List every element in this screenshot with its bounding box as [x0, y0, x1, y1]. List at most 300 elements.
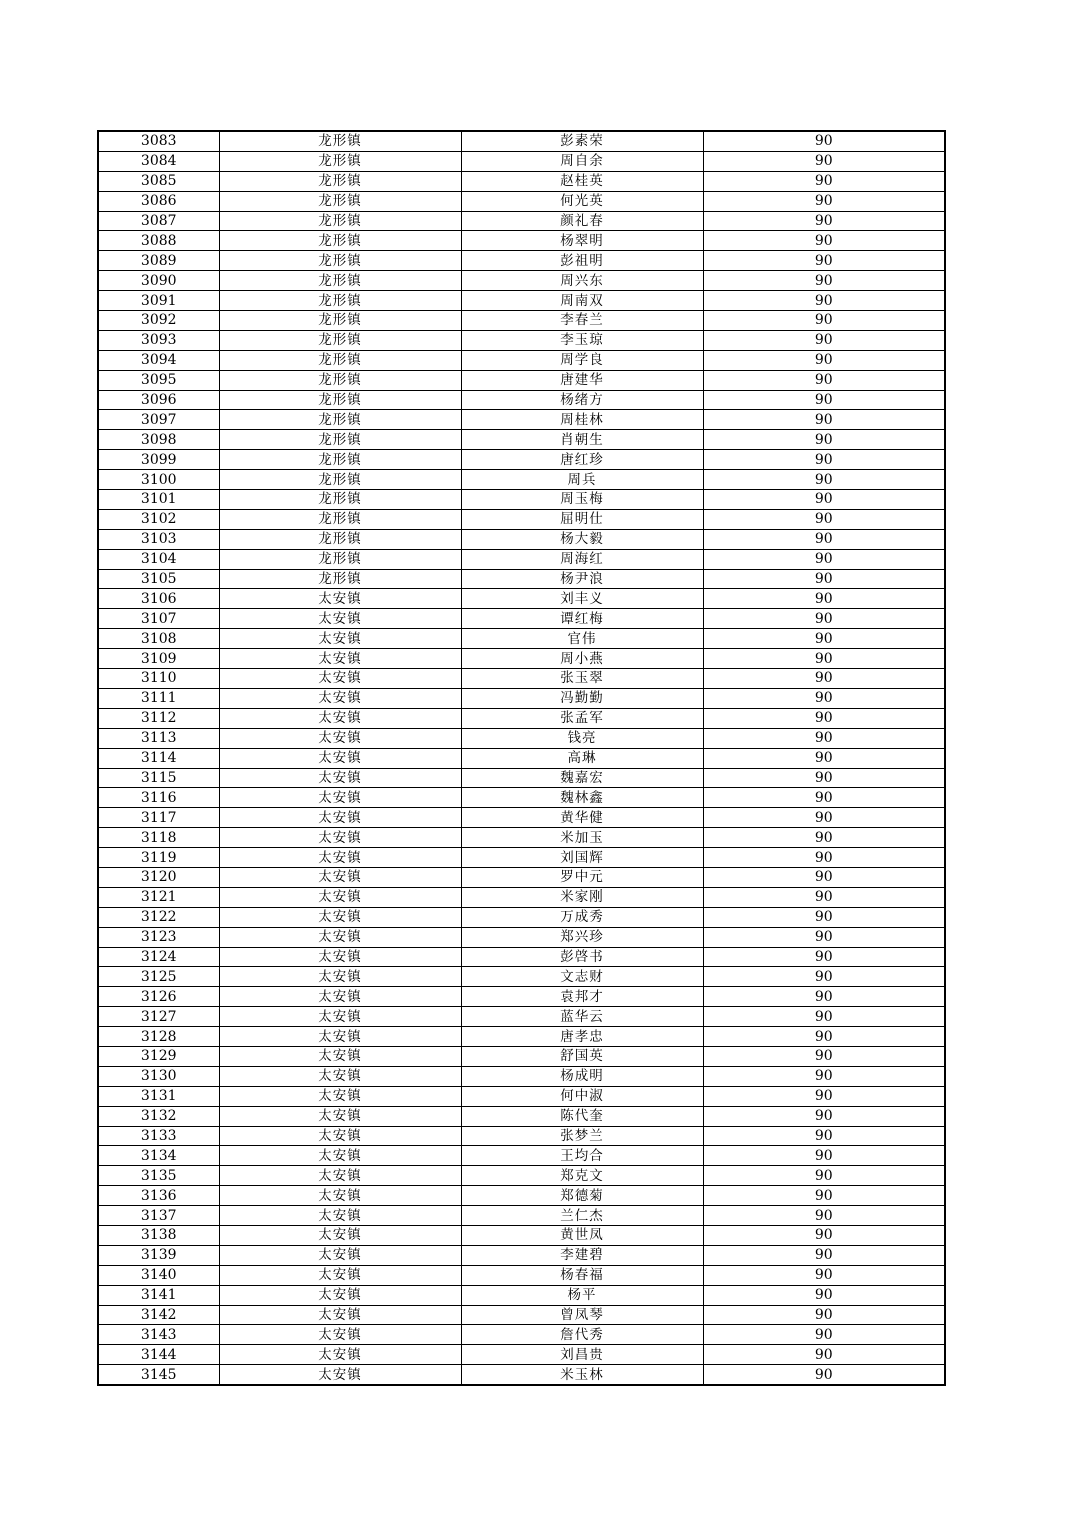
score-cell: 90 [703, 1066, 945, 1086]
score-cell: 90 [703, 569, 945, 589]
row-number-cell: 3112 [98, 708, 219, 728]
row-number-cell: 3132 [98, 1106, 219, 1126]
table-row [98, 350, 945, 370]
score-cell: 90 [703, 848, 945, 868]
town-cell: 太安镇 [219, 828, 461, 848]
person-name-cell: 罗中元 [461, 867, 703, 887]
table-row [98, 1027, 945, 1047]
row-number-cell: 3123 [98, 927, 219, 947]
person-name-cell: 周自余 [461, 151, 703, 171]
table-row [98, 1245, 945, 1265]
score-cell: 90 [703, 1186, 945, 1206]
score-cell: 90 [703, 211, 945, 231]
town-cell: 龙形镇 [219, 370, 461, 390]
row-number-cell: 3127 [98, 1007, 219, 1027]
score-cell: 90 [703, 291, 945, 311]
table-row [98, 151, 945, 171]
score-cell: 90 [703, 907, 945, 927]
row-number-cell: 3111 [98, 688, 219, 708]
row-number-cell: 3091 [98, 291, 219, 311]
row-number-cell: 3107 [98, 609, 219, 629]
person-name-cell: 郑德菊 [461, 1186, 703, 1206]
table-row [98, 688, 945, 708]
row-number-cell: 3135 [98, 1166, 219, 1186]
row-number-cell: 3118 [98, 828, 219, 848]
row-number-cell: 3139 [98, 1245, 219, 1265]
person-name-cell: 米玉林 [461, 1365, 703, 1385]
score-cell: 90 [703, 370, 945, 390]
row-number-cell: 3105 [98, 569, 219, 589]
town-cell: 龙形镇 [219, 470, 461, 490]
table-row [98, 708, 945, 728]
person-name-cell: 周兴东 [461, 271, 703, 291]
row-number-cell: 3129 [98, 1046, 219, 1066]
score-cell: 90 [703, 1345, 945, 1365]
person-name-cell: 谭红梅 [461, 609, 703, 629]
row-number-cell: 3114 [98, 748, 219, 768]
person-name-cell: 刘昌贵 [461, 1345, 703, 1365]
town-cell: 龙形镇 [219, 151, 461, 171]
row-number-cell: 3108 [98, 629, 219, 649]
row-number-cell: 3138 [98, 1225, 219, 1245]
score-cell: 90 [703, 330, 945, 350]
person-name-cell: 刘国辉 [461, 848, 703, 868]
score-cell: 90 [703, 131, 945, 151]
town-cell: 太安镇 [219, 1126, 461, 1146]
person-name-cell: 兰仁杰 [461, 1206, 703, 1226]
table-row [98, 211, 945, 231]
score-cell: 90 [703, 509, 945, 529]
person-name-cell: 周南双 [461, 291, 703, 311]
person-name-cell: 詹代秀 [461, 1325, 703, 1345]
row-number-cell: 3097 [98, 410, 219, 430]
score-cell: 90 [703, 947, 945, 967]
score-cell: 90 [703, 1166, 945, 1186]
person-name-cell: 王均合 [461, 1146, 703, 1166]
row-number-cell: 3109 [98, 649, 219, 669]
score-cell: 90 [703, 629, 945, 649]
score-cell: 90 [703, 1206, 945, 1226]
town-cell: 太安镇 [219, 1007, 461, 1027]
town-cell: 龙形镇 [219, 231, 461, 251]
person-name-cell: 何中淑 [461, 1086, 703, 1106]
town-cell: 太安镇 [219, 808, 461, 828]
row-number-cell: 3103 [98, 529, 219, 549]
table-row [98, 828, 945, 848]
person-name-cell: 杨平 [461, 1285, 703, 1305]
town-cell: 太安镇 [219, 1245, 461, 1265]
person-name-cell: 郑兴珍 [461, 927, 703, 947]
row-number-cell: 3101 [98, 490, 219, 510]
row-number-cell: 3102 [98, 509, 219, 529]
person-name-cell: 周海红 [461, 549, 703, 569]
person-name-cell: 高琳 [461, 748, 703, 768]
table-row [98, 370, 945, 390]
row-number-cell: 3117 [98, 808, 219, 828]
table-row [98, 1265, 945, 1285]
score-cell: 90 [703, 708, 945, 728]
row-number-cell: 3128 [98, 1027, 219, 1047]
score-cell: 90 [703, 1007, 945, 1027]
town-cell: 太安镇 [219, 1166, 461, 1186]
person-name-cell: 张孟军 [461, 708, 703, 728]
table-row [98, 867, 945, 887]
score-cell: 90 [703, 788, 945, 808]
row-number-cell: 3140 [98, 1265, 219, 1285]
table-row [98, 1225, 945, 1245]
row-number-cell: 3113 [98, 728, 219, 748]
score-cell: 90 [703, 1305, 945, 1325]
person-name-cell: 周兵 [461, 470, 703, 490]
score-cell: 90 [703, 987, 945, 1007]
table-row [98, 1345, 945, 1365]
town-cell: 太安镇 [219, 1206, 461, 1226]
town-cell: 龙形镇 [219, 549, 461, 569]
town-cell: 太安镇 [219, 848, 461, 868]
town-cell: 太安镇 [219, 1225, 461, 1245]
row-number-cell: 3092 [98, 311, 219, 331]
table-row [98, 927, 945, 947]
row-number-cell: 3106 [98, 589, 219, 609]
table-row [98, 390, 945, 410]
table-row [98, 768, 945, 788]
row-number-cell: 3133 [98, 1126, 219, 1146]
town-cell: 太安镇 [219, 907, 461, 927]
row-number-cell: 3099 [98, 450, 219, 470]
person-name-cell: 赵桂英 [461, 171, 703, 191]
row-number-cell: 3124 [98, 947, 219, 967]
town-cell: 太安镇 [219, 1285, 461, 1305]
score-cell: 90 [703, 231, 945, 251]
table-row [98, 509, 945, 529]
town-cell: 龙形镇 [219, 350, 461, 370]
row-number-cell: 3095 [98, 370, 219, 390]
score-cell: 90 [703, 589, 945, 609]
table-row [98, 191, 945, 211]
table-row [98, 808, 945, 828]
row-number-cell: 3085 [98, 171, 219, 191]
person-name-cell: 唐建华 [461, 370, 703, 390]
table-row [98, 1126, 945, 1146]
person-name-cell: 官伟 [461, 629, 703, 649]
table-row [98, 947, 945, 967]
roster-table-body [98, 131, 945, 1385]
score-cell: 90 [703, 350, 945, 370]
town-cell: 太安镇 [219, 967, 461, 987]
table-row [98, 330, 945, 350]
person-name-cell: 李春兰 [461, 311, 703, 331]
town-cell: 太安镇 [219, 1146, 461, 1166]
town-cell: 太安镇 [219, 708, 461, 728]
town-cell: 太安镇 [219, 1066, 461, 1086]
row-number-cell: 3141 [98, 1285, 219, 1305]
row-number-cell: 3115 [98, 768, 219, 788]
person-name-cell: 张玉翠 [461, 669, 703, 689]
person-name-cell: 黄华健 [461, 808, 703, 828]
score-cell: 90 [703, 1106, 945, 1126]
person-name-cell: 张梦兰 [461, 1126, 703, 1146]
table-row [98, 1086, 945, 1106]
score-cell: 90 [703, 927, 945, 947]
row-number-cell: 3116 [98, 788, 219, 808]
table-row [98, 549, 945, 569]
town-cell: 太安镇 [219, 768, 461, 788]
score-cell: 90 [703, 251, 945, 271]
person-name-cell: 陈代奎 [461, 1106, 703, 1126]
town-cell: 太安镇 [219, 1345, 461, 1365]
person-name-cell: 杨绪方 [461, 390, 703, 410]
score-cell: 90 [703, 470, 945, 490]
town-cell: 龙形镇 [219, 490, 461, 510]
score-cell: 90 [703, 171, 945, 191]
score-cell: 90 [703, 669, 945, 689]
table-row [98, 728, 945, 748]
score-cell: 90 [703, 529, 945, 549]
table-row [98, 1106, 945, 1126]
row-number-cell: 3084 [98, 151, 219, 171]
row-number-cell: 3089 [98, 251, 219, 271]
town-cell: 太安镇 [219, 987, 461, 1007]
table-row [98, 848, 945, 868]
table-row [98, 231, 945, 251]
table-row [98, 490, 945, 510]
town-cell: 龙形镇 [219, 211, 461, 231]
row-number-cell: 3087 [98, 211, 219, 231]
table-row [98, 430, 945, 450]
row-number-cell: 3142 [98, 1305, 219, 1325]
table-row [98, 1206, 945, 1226]
town-cell: 龙形镇 [219, 291, 461, 311]
person-name-cell: 万成秀 [461, 907, 703, 927]
town-cell: 太安镇 [219, 1325, 461, 1345]
score-cell: 90 [703, 311, 945, 331]
table-row [98, 1166, 945, 1186]
person-name-cell: 钱亮 [461, 728, 703, 748]
score-cell: 90 [703, 748, 945, 768]
score-cell: 90 [703, 1146, 945, 1166]
person-name-cell: 周桂林 [461, 410, 703, 430]
table-row [98, 967, 945, 987]
person-name-cell: 彭素荣 [461, 131, 703, 151]
person-name-cell: 唐红珍 [461, 450, 703, 470]
person-name-cell: 杨大毅 [461, 529, 703, 549]
table-row [98, 649, 945, 669]
table-row [98, 470, 945, 490]
person-name-cell: 颜礼春 [461, 211, 703, 231]
person-name-cell: 魏林鑫 [461, 788, 703, 808]
table-row [98, 311, 945, 331]
town-cell: 太安镇 [219, 1305, 461, 1325]
roster-table [97, 130, 946, 1386]
person-name-cell: 蓝华云 [461, 1007, 703, 1027]
score-cell: 90 [703, 1046, 945, 1066]
table-row [98, 887, 945, 907]
row-number-cell: 3120 [98, 867, 219, 887]
town-cell: 太安镇 [219, 1186, 461, 1206]
table-row [98, 1325, 945, 1345]
score-cell: 90 [703, 828, 945, 848]
score-cell: 90 [703, 688, 945, 708]
table-row [98, 1305, 945, 1325]
table-row [98, 907, 945, 927]
town-cell: 龙形镇 [219, 529, 461, 549]
row-number-cell: 3086 [98, 191, 219, 211]
score-cell: 90 [703, 490, 945, 510]
table-row [98, 529, 945, 549]
town-cell: 太安镇 [219, 1265, 461, 1285]
person-name-cell: 杨成明 [461, 1066, 703, 1086]
score-cell: 90 [703, 151, 945, 171]
score-cell: 90 [703, 410, 945, 430]
town-cell: 龙形镇 [219, 410, 461, 430]
person-name-cell: 文志财 [461, 967, 703, 987]
town-cell: 龙形镇 [219, 131, 461, 151]
table-row [98, 569, 945, 589]
person-name-cell: 魏嘉宏 [461, 768, 703, 788]
row-number-cell: 3144 [98, 1345, 219, 1365]
table-row [98, 987, 945, 1007]
person-name-cell: 李建碧 [461, 1245, 703, 1265]
score-cell: 90 [703, 430, 945, 450]
table-row [98, 171, 945, 191]
person-name-cell: 杨翠明 [461, 231, 703, 251]
person-name-cell: 周学良 [461, 350, 703, 370]
table-row [98, 669, 945, 689]
row-number-cell: 3090 [98, 271, 219, 291]
score-cell: 90 [703, 390, 945, 410]
person-name-cell: 舒国英 [461, 1046, 703, 1066]
town-cell: 龙形镇 [219, 430, 461, 450]
person-name-cell: 冯勤勤 [461, 688, 703, 708]
town-cell: 太安镇 [219, 629, 461, 649]
score-cell: 90 [703, 609, 945, 629]
row-number-cell: 3136 [98, 1186, 219, 1206]
town-cell: 太安镇 [219, 669, 461, 689]
table-row [98, 1186, 945, 1206]
table-row [98, 1365, 945, 1385]
town-cell: 龙形镇 [219, 191, 461, 211]
table-row [98, 1046, 945, 1066]
row-number-cell: 3134 [98, 1146, 219, 1166]
person-name-cell: 袁邦才 [461, 987, 703, 1007]
town-cell: 太安镇 [219, 1027, 461, 1047]
score-cell: 90 [703, 1245, 945, 1265]
score-cell: 90 [703, 768, 945, 788]
person-name-cell: 米加玉 [461, 828, 703, 848]
town-cell: 龙形镇 [219, 450, 461, 470]
person-name-cell: 杨尹浪 [461, 569, 703, 589]
score-cell: 90 [703, 549, 945, 569]
row-number-cell: 3125 [98, 967, 219, 987]
score-cell: 90 [703, 1365, 945, 1385]
table-row [98, 410, 945, 430]
score-cell: 90 [703, 967, 945, 987]
person-name-cell: 彭祖明 [461, 251, 703, 271]
town-cell: 龙形镇 [219, 171, 461, 191]
table-row [98, 1146, 945, 1166]
table-row [98, 271, 945, 291]
town-cell: 太安镇 [219, 748, 461, 768]
table-row [98, 788, 945, 808]
town-cell: 太安镇 [219, 688, 461, 708]
person-name-cell: 刘丰义 [461, 589, 703, 609]
table-row [98, 748, 945, 768]
person-name-cell: 周玉梅 [461, 490, 703, 510]
person-name-cell: 李玉琼 [461, 330, 703, 350]
score-cell: 90 [703, 1027, 945, 1047]
table-row [98, 1066, 945, 1086]
score-cell: 90 [703, 1265, 945, 1285]
town-cell: 龙形镇 [219, 390, 461, 410]
town-cell: 龙形镇 [219, 251, 461, 271]
town-cell: 太安镇 [219, 947, 461, 967]
town-cell: 太安镇 [219, 649, 461, 669]
score-cell: 90 [703, 1325, 945, 1345]
person-name-cell: 彭啓书 [461, 947, 703, 967]
row-number-cell: 3096 [98, 390, 219, 410]
score-cell: 90 [703, 1225, 945, 1245]
town-cell: 龙形镇 [219, 569, 461, 589]
score-cell: 90 [703, 191, 945, 211]
score-cell: 90 [703, 887, 945, 907]
row-number-cell: 3100 [98, 470, 219, 490]
row-number-cell: 3088 [98, 231, 219, 251]
score-cell: 90 [703, 867, 945, 887]
town-cell: 太安镇 [219, 609, 461, 629]
person-name-cell: 肖朝生 [461, 430, 703, 450]
town-cell: 太安镇 [219, 1086, 461, 1106]
row-number-cell: 3104 [98, 549, 219, 569]
score-cell: 90 [703, 808, 945, 828]
score-cell: 90 [703, 1285, 945, 1305]
town-cell: 太安镇 [219, 1365, 461, 1385]
table-row [98, 251, 945, 271]
table-row [98, 1285, 945, 1305]
person-name-cell: 唐孝忠 [461, 1027, 703, 1047]
score-cell: 90 [703, 1086, 945, 1106]
person-name-cell: 屈明仕 [461, 509, 703, 529]
table-row [98, 629, 945, 649]
table-row [98, 291, 945, 311]
town-cell: 太安镇 [219, 589, 461, 609]
person-name-cell: 何光英 [461, 191, 703, 211]
score-cell: 90 [703, 271, 945, 291]
score-cell: 90 [703, 728, 945, 748]
person-name-cell: 黄世凤 [461, 1225, 703, 1245]
table-row [98, 1007, 945, 1027]
town-cell: 太安镇 [219, 1046, 461, 1066]
row-number-cell: 3122 [98, 907, 219, 927]
row-number-cell: 3083 [98, 131, 219, 151]
person-name-cell: 米家刚 [461, 887, 703, 907]
row-number-cell: 3119 [98, 848, 219, 868]
person-name-cell: 周小燕 [461, 649, 703, 669]
score-cell: 90 [703, 1126, 945, 1146]
town-cell: 龙形镇 [219, 271, 461, 291]
score-cell: 90 [703, 450, 945, 470]
row-number-cell: 3137 [98, 1206, 219, 1226]
score-cell: 90 [703, 649, 945, 669]
town-cell: 太安镇 [219, 728, 461, 748]
row-number-cell: 3131 [98, 1086, 219, 1106]
table-row [98, 589, 945, 609]
person-name-cell: 曾凤琴 [461, 1305, 703, 1325]
row-number-cell: 3093 [98, 330, 219, 350]
town-cell: 太安镇 [219, 887, 461, 907]
row-number-cell: 3121 [98, 887, 219, 907]
row-number-cell: 3094 [98, 350, 219, 370]
town-cell: 太安镇 [219, 1106, 461, 1126]
